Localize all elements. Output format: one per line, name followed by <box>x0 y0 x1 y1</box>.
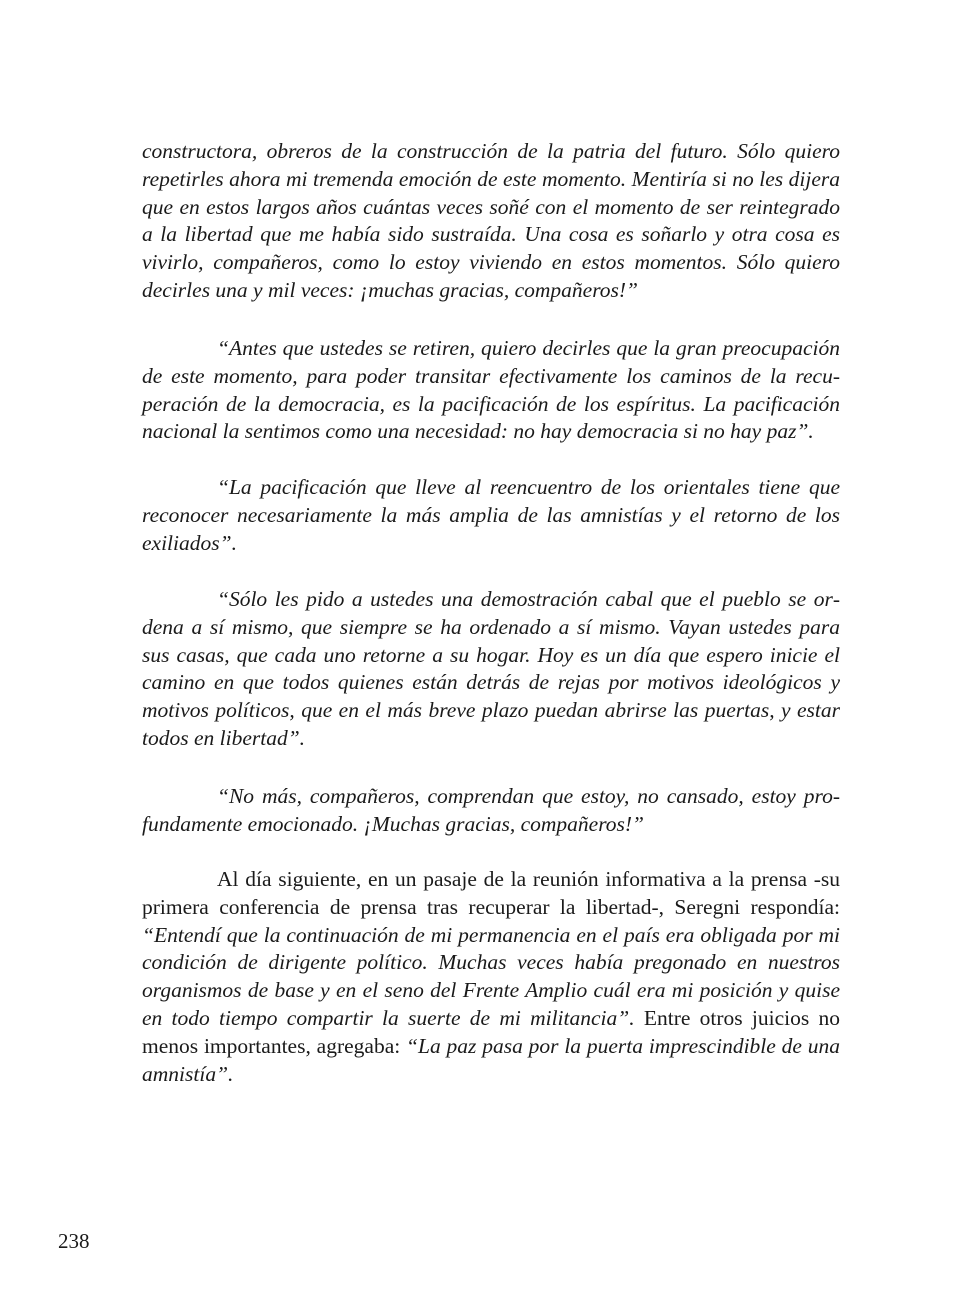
narrative-intro-text: Al día siguiente, en un pasaje de la reunión informativa a la prensa -su primera conferencia de prensa tras recuperar la libertad-, Seregni respondía: <box>142 867 840 919</box>
quote-paragraph-thanks: “No más, compañeros, comprendan que estoy, no cansado, estoy profundamente emocionado. ¡Muchas gracias, compañeros!” <box>142 784 840 836</box>
inline-quote-peace: “La paz pasa por la puerta imprescindible de una amnistía”. <box>142 1033 840 1086</box>
narrative-middle-text: Entre otros juicios no menos importantes, agregaba: <box>142 1005 840 1058</box>
inline-quote-permanence: “Entendí que la continuación de mi permanencia en el país era obligada por mi condición de dirigente político. Muchas veces había pregonado en nuestros organismos de base y en el seno del Frente Amplio cuál era mi posición y quise en todo tiempo compartir la suerte de mi militancia”. <box>142 922 840 1030</box>
quote-paragraph-demonstration: “Sólo les pido a ustedes una demostración cabal que el pueblo se ordena a sí mismo, que siempre se ha ordenado a sí mismo. Vayan ustedes para sus casas, que cada uno retorne a su hogar. Hoy es un día que espero inicie el camino en que todos quienes están detrás de rejas por motivos ideológicos y motivos políticos, que en el más breve plazo puedan abrirse las puertas, y estar todos en libertad”. <box>142 587 840 750</box>
quote-paragraph-amnesty: “La pacificación que lleve al reencuentro de los orientales tiene que reconocer necesariamente la más amplia de las amnistías y el retorno de los exiliados”. <box>142 475 840 555</box>
narrative-paragraph-press-conference <box>142 866 840 1088</box>
quote-paragraph-pacification: “Antes que ustedes se retiren, quiero decirles que la gran preocupación de este momento, para poder transitar efectivamente los caminos de la recuperación de la democracia, es la pacificación de los espíritus. La pacificación nacional la sentimos como una necesidad: no hay democracia si no hay paz”. <box>142 336 840 444</box>
quote-paragraph-continuation: constructora, obreros de la construcción de la patria del futuro. Sólo quiero repetirles ahora mi tremenda emoción de este momento. Mentiría si no les dijera que en estos largos años cuántas veces soñé con el momento de ser reintegrado a la libertad que me había sido sustraída. Una cosa es soñarlo y otra cosa es vivirlo, compañeros, como lo estoy viviendo en estos momentos. Sólo quiero decirles una y mil veces: ¡muchas gracias, compañeros!” <box>142 139 840 302</box>
page-number: 238 <box>58 1229 90 1253</box>
